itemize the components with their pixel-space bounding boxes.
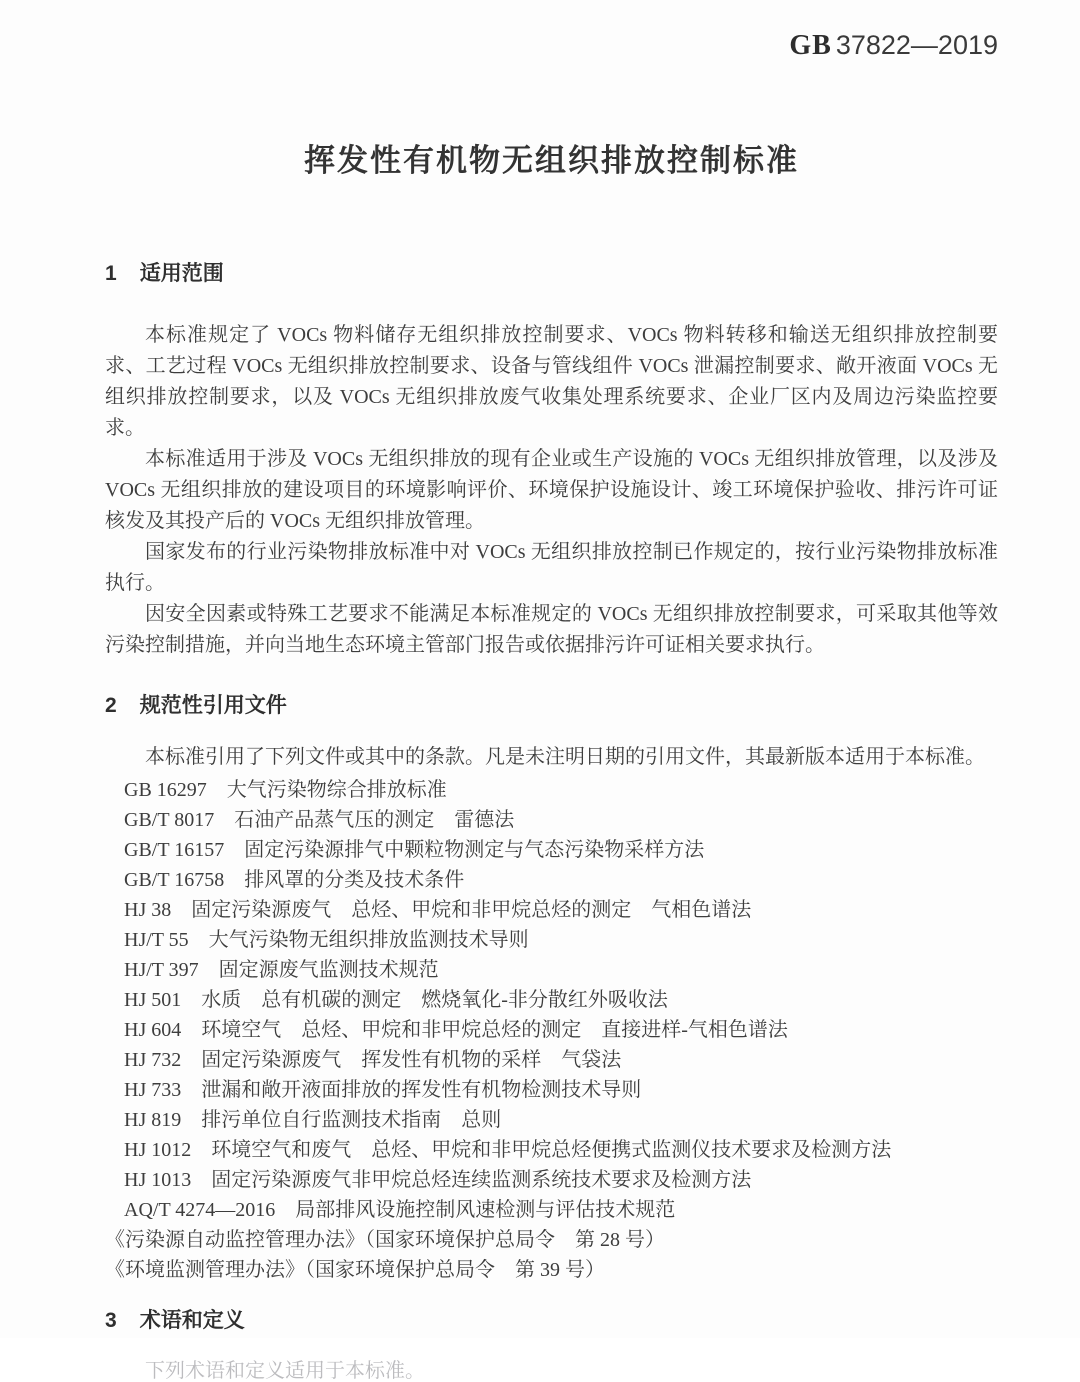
standard-code <box>105 28 998 67</box>
reference-item: GB/T 16157 固定污染源排气中颗粒物测定与气态污染物采样方法 <box>124 839 705 861</box>
reference-item: HJ 733 泄漏和敞开液面排放的挥发性有机物检测技术导则 <box>124 1079 642 1101</box>
scope-body <box>105 320 998 661</box>
reference-item: 《污染源自动监控管理办法》（国家环境保护总局令 第 28 号） <box>105 1229 665 1251</box>
reference-item: HJ 819 排污单位自行监测技术指南 总则 <box>124 1109 502 1131</box>
reference-item: HJ 732 固定污染源废气 挥发性有机物的采样 气袋法 <box>124 1049 622 1071</box>
reference-item: AQ/T 4274—2016 局部排风设施控制风速检测与评估技术规范 <box>124 1199 676 1221</box>
section-title: 适用范围 <box>139 262 224 285</box>
paragraph: 本标准规定了 VOCs 物料储存无组织排放控制要求、VOCs 物料转移和输送无组织排放控制要求、工艺过程 VOCs 无组织排放控制要求、设备与管线组件 VOCs 泄漏控制要求、敞开液面 VOCs 无组织排放控制要求，以及 VOCs 无组织排放废气收集处理系统要求、企业厂区内及周边污染监控要求。 <box>105 324 998 439</box>
section-number: 1 <box>105 262 117 285</box>
references-list <box>105 775 998 1285</box>
reference-item: GB/T 8017 石油产品蒸气压的测定 雷德法 <box>124 809 515 831</box>
section-scope <box>105 261 998 661</box>
section-references-heading <box>105 693 998 719</box>
reference-item: GB/T 16758 排风罩的分类及技术条件 <box>124 869 465 891</box>
standard-code-prefix: GB <box>789 30 832 61</box>
section-references <box>105 693 998 1285</box>
paragraph: 本标准适用于涉及 VOCs 无组织排放的现有企业或生产设施的 VOCs 无组织排放管理，以及涉及 VOCs 无组织排放的建设项目的环境影响评价、环境保护设施设计、竣工环境保护验收、排污许可证核发及其投产后的 VOCs 无组织排放管理。 <box>105 448 998 532</box>
section-number: 3 <box>105 1309 117 1332</box>
section-title: 规范性引用文件 <box>139 694 287 717</box>
document-title: 挥发性有机物无组织排放控制标准 <box>304 143 799 178</box>
reference-item: HJ/T 397 固定源废气监测技术规范 <box>124 959 439 981</box>
partial-paragraph: 下列术语和定义适用于本标准。 <box>145 1360 425 1382</box>
standard-code-number: 37822—2019 <box>835 30 998 60</box>
section-number: 2 <box>105 694 117 717</box>
section-scope-heading <box>105 261 998 287</box>
reference-item: HJ 604 环境空气 总烃、甲烷和非甲烷总烃的测定 直接进样-气相色谱法 <box>124 1019 788 1041</box>
reference-item: 《环境监测管理办法》（国家环境保护总局令 第 39 号） <box>105 1259 605 1281</box>
reference-item: HJ 501 水质 总有机碳的测定 燃烧氧化-非分散红外吸收法 <box>124 989 668 1011</box>
references-intro: 本标准引用了下列文件或其中的条款。凡是未注明日期的引用文件，其最新版本适用于本标准。 <box>145 746 985 768</box>
page-bottom-cutoff-text <box>105 1360 998 1382</box>
reference-item: HJ/T 55 大气污染物无组织排放监测技术导则 <box>124 929 529 951</box>
section-title: 术语和定义 <box>139 1309 245 1332</box>
section-terms-heading <box>105 1308 998 1334</box>
reference-item: GB 16297 大气污染物综合排放标准 <box>124 779 447 801</box>
paragraph: 因安全因素或特殊工艺要求不能满足本标准规定的 VOCs 无组织排放控制要求，可采取其他等效污染控制措施，并向当地生态环境主管部门报告或依据排污许可证相关要求执行。 <box>105 603 998 656</box>
section-terms <box>105 1308 998 1382</box>
paragraph: 国家发布的行业污染物排放标准中对 VOCs 无组织排放控制已作规定的，按行业污染物排放标准执行。 <box>105 541 998 594</box>
reference-item: HJ 38 固定污染源废气 总烃、甲烷和非甲烷总烃的测定 气相色谱法 <box>124 899 752 921</box>
reference-item: HJ 1012 环境空气和废气 总烃、甲烷和非甲烷总烃便携式监测仪技术要求及检测方法 <box>124 1139 892 1161</box>
reference-item: HJ 1013 固定污染源废气非甲烷总烃连续监测系统技术要求及检测方法 <box>124 1169 752 1191</box>
